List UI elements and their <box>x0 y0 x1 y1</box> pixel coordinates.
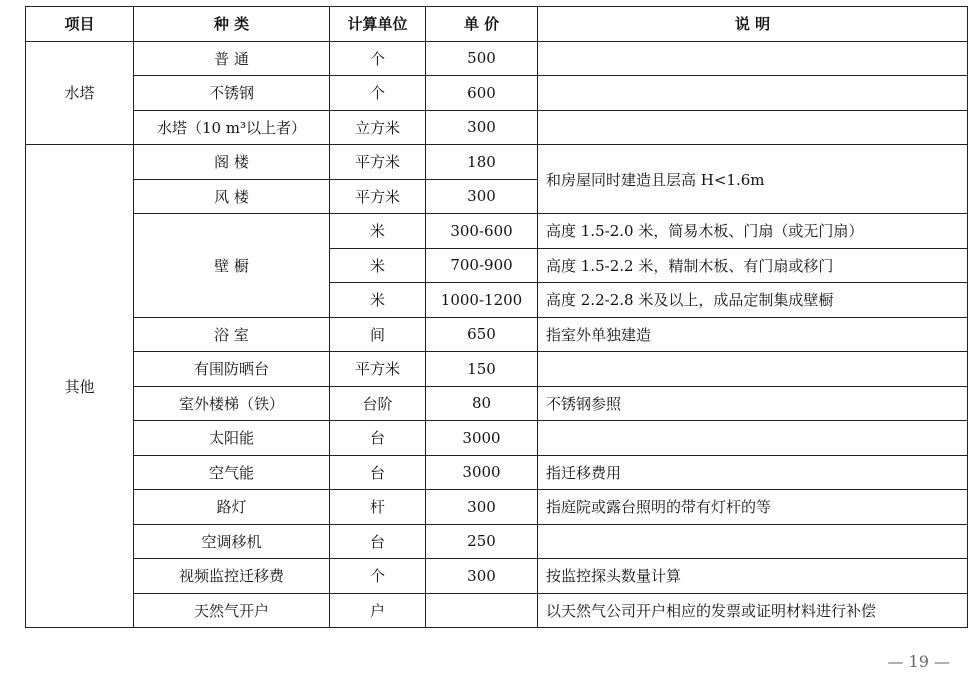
cell-type: 路灯 <box>134 490 330 525</box>
cell-price <box>426 593 538 628</box>
cell-note: 指庭院或露台照明的带有灯杆的等 <box>538 490 968 525</box>
cell-note: 指迁移费用 <box>538 455 968 490</box>
table-row <box>26 317 968 352</box>
cell-unit: 台 <box>330 524 426 559</box>
cell-note: 按监控探头数量计算 <box>538 559 968 594</box>
cell-price: 700-900 <box>426 248 538 283</box>
cell-type: 天然气开户 <box>134 593 330 628</box>
group-other: 其他 <box>26 145 134 628</box>
cell-price: 250 <box>426 524 538 559</box>
cell-note: 指室外单独建造 <box>538 317 968 352</box>
table-row <box>26 214 968 249</box>
cell-price: 300-600 <box>426 214 538 249</box>
cell-note <box>538 524 968 559</box>
compensation-table <box>25 6 968 628</box>
cell-note <box>538 421 968 456</box>
cell-unit: 平方米 <box>330 145 426 180</box>
cell-unit: 米 <box>330 214 426 249</box>
cell-price: 300 <box>426 179 538 214</box>
cell-price: 3000 <box>426 421 538 456</box>
cell-type: 空调移机 <box>134 524 330 559</box>
cell-price: 500 <box>426 41 538 76</box>
table-row <box>26 352 968 387</box>
cell-note: 和房屋同时建造且层高 H<1.6m <box>538 145 968 214</box>
header-unit: 计算单位 <box>330 7 426 42</box>
cell-note: 以天然气公司开户相应的发票或证明材料进行补偿 <box>538 593 968 628</box>
cell-unit: 立方米 <box>330 110 426 145</box>
cell-type: 普 通 <box>134 41 330 76</box>
table-row <box>26 455 968 490</box>
cell-note: 高度 1.5-2.2 米，精制木板、有门扇或移门 <box>538 248 968 283</box>
table-row <box>26 421 968 456</box>
cell-unit: 米 <box>330 283 426 318</box>
cell-price: 150 <box>426 352 538 387</box>
cell-price: 3000 <box>426 455 538 490</box>
cell-price: 180 <box>426 145 538 180</box>
page-number: — 19 — <box>887 652 950 671</box>
table-row <box>26 386 968 421</box>
cell-unit: 杆 <box>330 490 426 525</box>
cell-price: 650 <box>426 317 538 352</box>
cell-note <box>538 76 968 111</box>
cell-type: 室外楼梯（铁） <box>134 386 330 421</box>
cell-price: 1000-1200 <box>426 283 538 318</box>
cell-type: 不锈钢 <box>134 76 330 111</box>
cell-price: 300 <box>426 110 538 145</box>
header-type: 种 类 <box>134 7 330 42</box>
table-header-row <box>26 7 968 42</box>
cell-note <box>538 110 968 145</box>
table-row <box>26 41 968 76</box>
cell-type: 视频监控迁移费 <box>134 559 330 594</box>
cell-type: 水塔（10 m³以上者） <box>134 110 330 145</box>
cell-type: 阁 楼 <box>134 145 330 180</box>
table-row <box>26 490 968 525</box>
cell-unit: 个 <box>330 41 426 76</box>
cell-unit: 台 <box>330 421 426 456</box>
cell-note: 高度 2.2-2.8 米及以上，成品定制集成壁橱 <box>538 283 968 318</box>
cell-type: 浴 室 <box>134 317 330 352</box>
cell-price: 80 <box>426 386 538 421</box>
cell-unit: 平方米 <box>330 179 426 214</box>
table-row <box>26 110 968 145</box>
cell-price: 300 <box>426 559 538 594</box>
table-row <box>26 593 968 628</box>
cell-note: 高度 1.5-2.0 米，简易木板、门扇（或无门扇） <box>538 214 968 249</box>
table-row <box>26 559 968 594</box>
cell-type: 壁 橱 <box>134 214 330 318</box>
table-row <box>26 524 968 559</box>
cell-price: 600 <box>426 76 538 111</box>
cell-unit: 台阶 <box>330 386 426 421</box>
cell-unit: 台 <box>330 455 426 490</box>
cell-type: 太阳能 <box>134 421 330 456</box>
cell-note <box>538 41 968 76</box>
cell-unit: 米 <box>330 248 426 283</box>
header-item: 项目 <box>26 7 134 42</box>
cell-type: 有围防晒台 <box>134 352 330 387</box>
group-water-tower: 水塔 <box>26 41 134 145</box>
cell-note <box>538 352 968 387</box>
cell-type: 风 楼 <box>134 179 330 214</box>
table-row <box>26 145 968 180</box>
header-note: 说 明 <box>538 7 968 42</box>
cell-unit: 间 <box>330 317 426 352</box>
cell-unit: 户 <box>330 593 426 628</box>
cell-type: 空气能 <box>134 455 330 490</box>
cell-unit: 个 <box>330 559 426 594</box>
cell-unit: 平方米 <box>330 352 426 387</box>
table-row <box>26 76 968 111</box>
cell-price: 300 <box>426 490 538 525</box>
cell-note: 不锈钢参照 <box>538 386 968 421</box>
header-price: 单 价 <box>426 7 538 42</box>
cell-unit: 个 <box>330 76 426 111</box>
